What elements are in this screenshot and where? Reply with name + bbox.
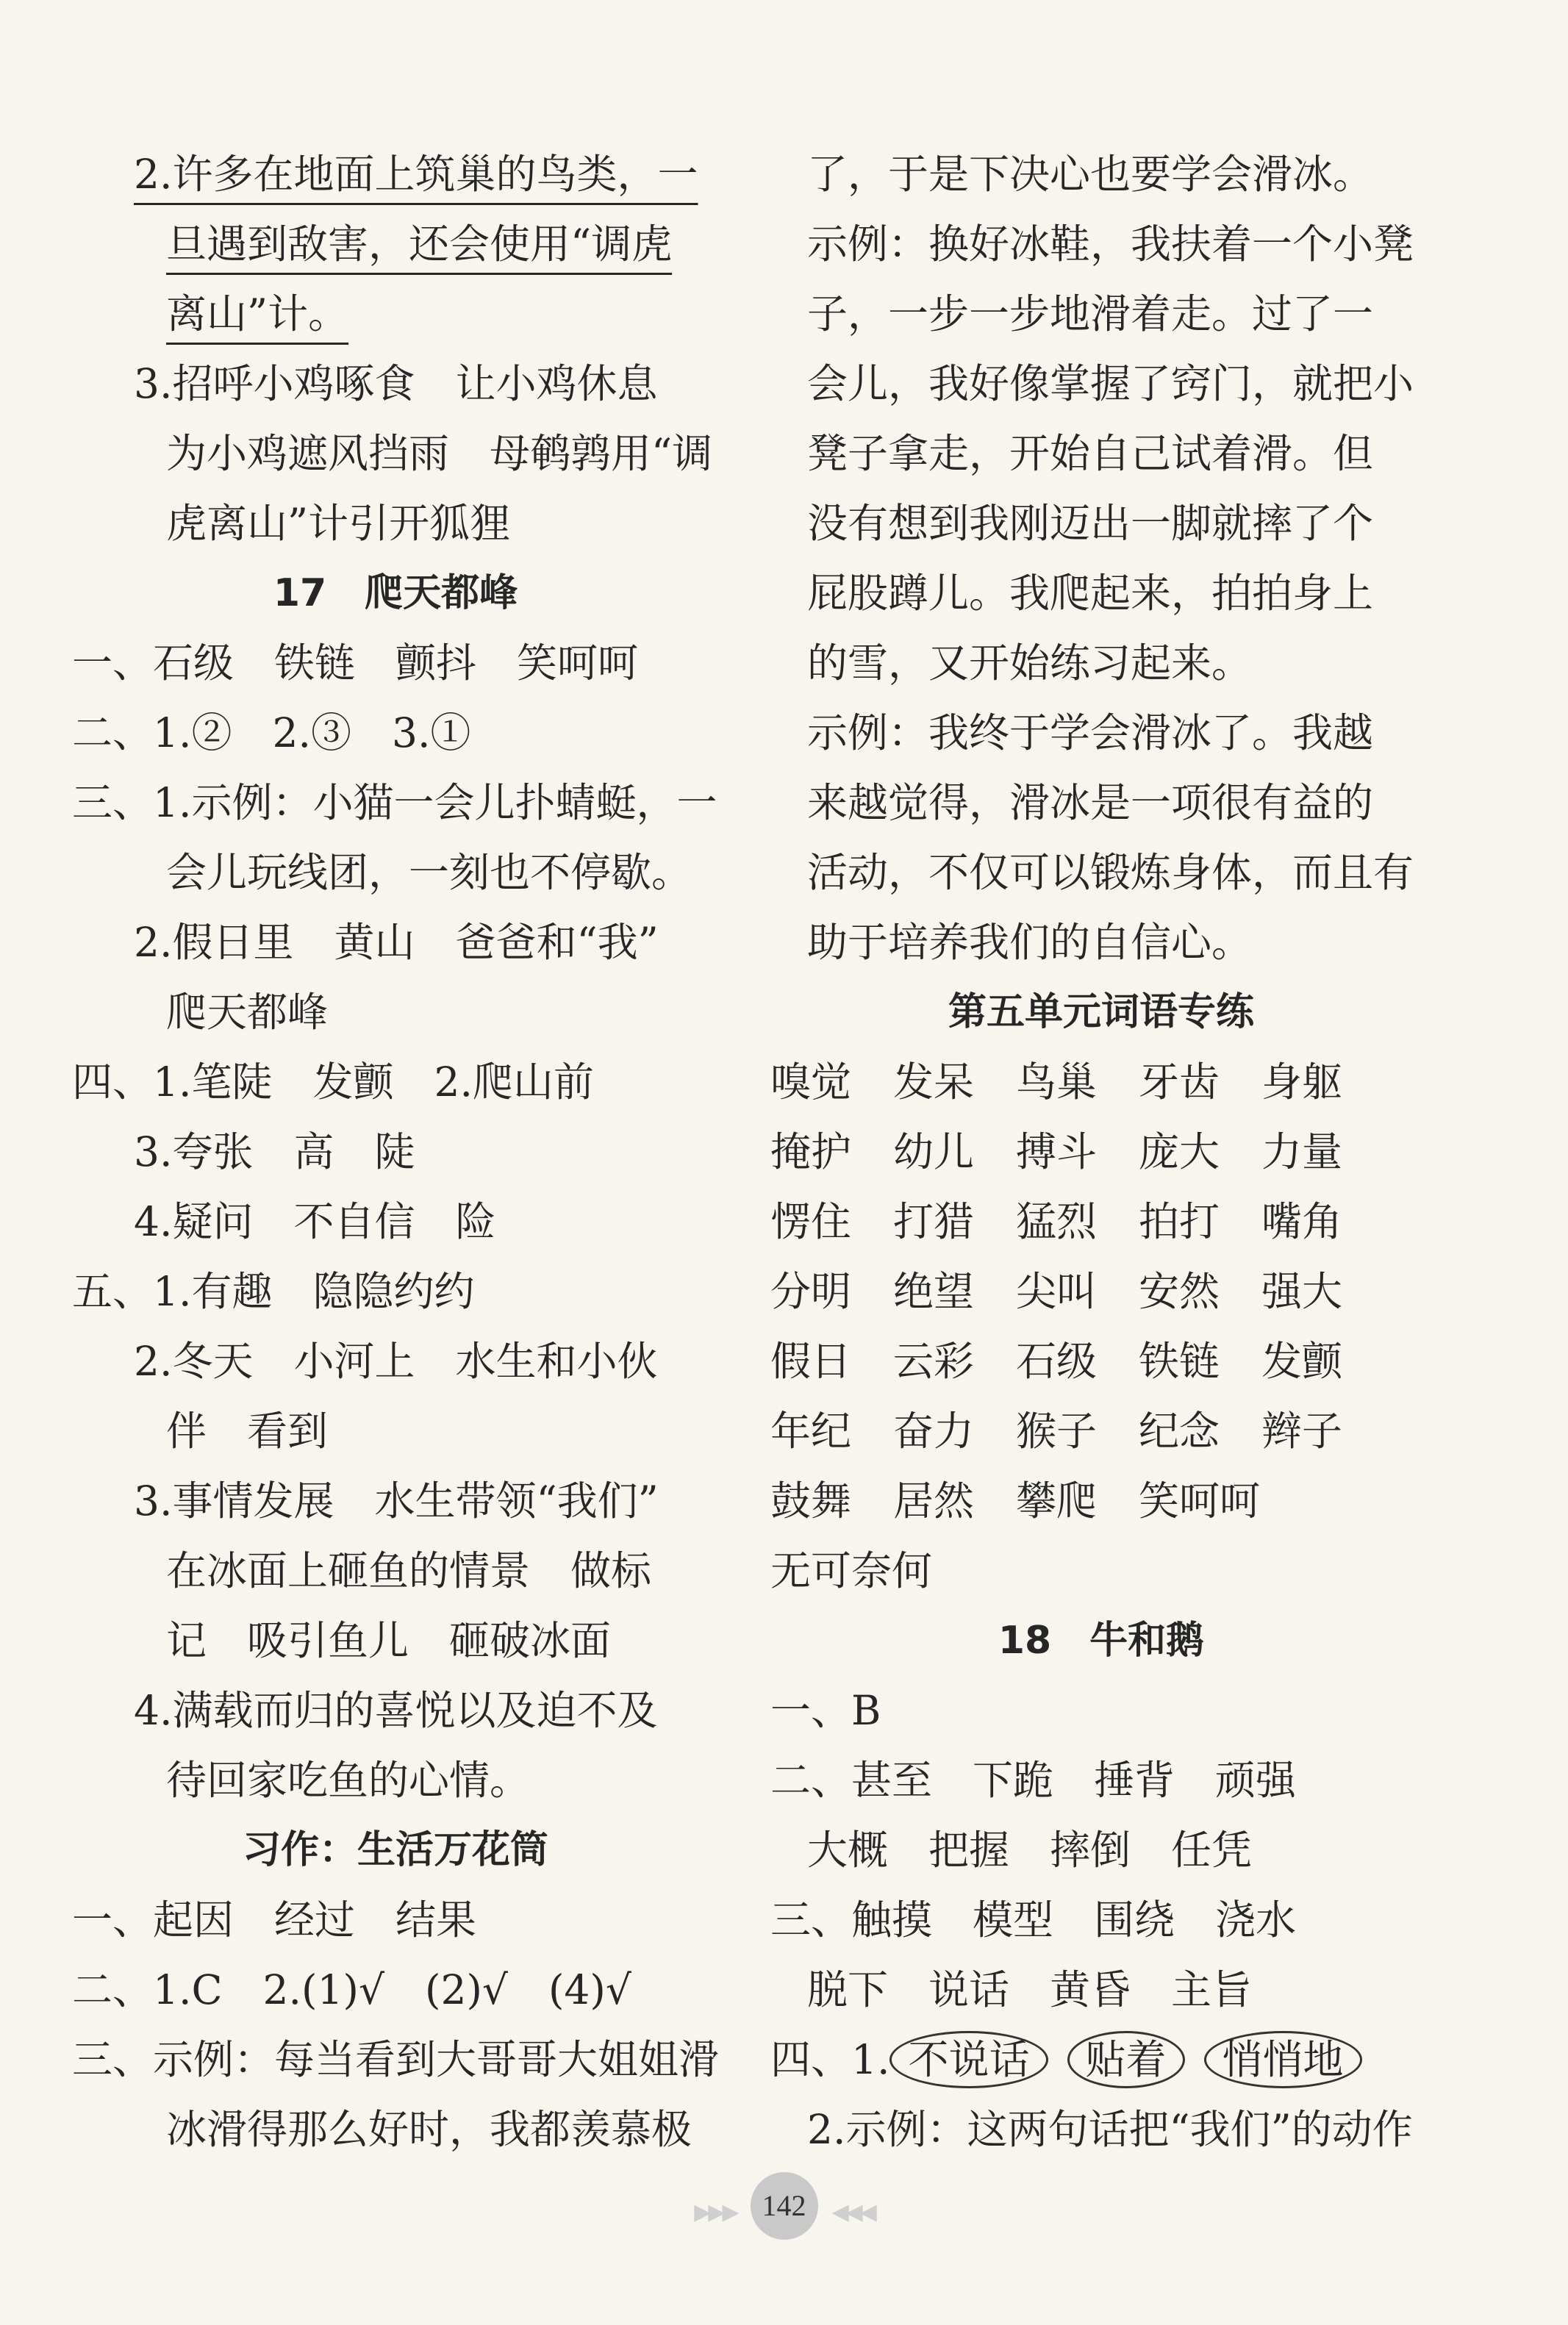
answer-line: [72, 419, 719, 489]
circled-word: 贴着: [1067, 2031, 1185, 2088]
page-footer: [0, 2172, 1568, 2240]
answer-line: 活动，不仅可以锻炼身体，而且有: [807, 849, 1414, 896]
answer-line: 示例：换好冰鞋，我扶着一个小凳: [807, 221, 1414, 268]
answer-text: 2.冬天 小河上 水生和小伙: [134, 1338, 658, 1385]
answer-line: [72, 768, 719, 838]
answer-text: 3.招呼小鸡啄食 让小鸡休息: [134, 360, 658, 407]
answer-line: 一、B: [770, 1687, 881, 1734]
answer-text: 3.事情发展 水生带领“我们”: [134, 1477, 659, 1525]
answer-text: 3.夸张 高 陡: [134, 1128, 415, 1175]
answer-text: 旦遇到敌害，还会使用“调虎: [166, 221, 673, 268]
answer-line: 大概 把握 摔倒 任凭: [807, 1827, 1253, 1874]
answer-line: 来越觉得，滑冰是一项很有益的: [807, 779, 1374, 826]
answer-line: 2.示例：这两句话把“我们”的动作: [807, 2106, 1413, 2153]
vocab-word: 嗅觉: [770, 1058, 852, 1106]
answer-text: 在冰面上砸鱼的情景 做标: [166, 1547, 652, 1594]
answer-line: [72, 628, 719, 698]
left-column: [72, 140, 719, 2165]
section-title: 习作：生活万花筒: [242, 1828, 548, 1872]
vocab-word: 搏斗: [1016, 1128, 1098, 1175]
vocab-word: 安然: [1139, 1268, 1220, 1315]
right-column: [770, 140, 1432, 2165]
answer-line: 的雪，又开始练习起来。: [807, 640, 1253, 687]
vocab-grid: [770, 1047, 1432, 1536]
arrow-right-icon: ▶▶▶: [694, 2199, 737, 2225]
vocab-word: 居然: [893, 1477, 975, 1525]
vocab-word: 笑呵呵: [1139, 1477, 1261, 1525]
vocab-word: 身躯: [1261, 1058, 1343, 1106]
answer-line: [72, 908, 719, 978]
answer-line: 二、甚至 下跪 捶背 顽强: [770, 1757, 1297, 1804]
answer-text: 三、示例：每当看到大哥哥大姐姐滑: [72, 2036, 720, 2083]
vocab-word: 发呆: [893, 1058, 975, 1106]
vocab-word: 鼓舞: [770, 1477, 852, 1525]
answer-line: [72, 698, 719, 768]
vocab-word: 云彩: [893, 1338, 975, 1385]
answer-text: 三、1.示例：小猫一会儿扑蜻蜓，一: [72, 779, 717, 826]
vocab-word: 猛烈: [1016, 1198, 1098, 1245]
vocab-word: 绝望: [893, 1268, 975, 1315]
answer-line: [72, 1955, 719, 2025]
vocab-word: 年纪: [770, 1408, 852, 1455]
answer-line: [72, 1257, 719, 1327]
vocab-word: 力量: [1261, 1128, 1343, 1175]
answer-line: 三、触摸 模型 围绕 浇水: [770, 1896, 1297, 1944]
answer-text: 一、起因 经过 结果: [72, 1896, 477, 1944]
answer-text: 离山”计。: [166, 290, 349, 337]
answer-text: 一、石级 铁链 颤抖 笑呵呵: [72, 640, 639, 687]
page-number: 142: [751, 2172, 818, 2240]
vocab-word: 铁链: [1139, 1338, 1220, 1385]
answer-line: [72, 209, 719, 279]
answer-line: 示例：我终于学会滑冰了。我越: [807, 709, 1374, 756]
answer-text: 虎离山”计引开狐狸: [166, 500, 511, 547]
vocab-word: 猴子: [1016, 1408, 1098, 1455]
answer-line: [72, 1466, 719, 1536]
answer-line: [72, 349, 719, 419]
answer-text: 五、1.有趣 隐隐约约: [72, 1268, 475, 1315]
vocab-word: 辫子: [1261, 1408, 1343, 1455]
vocab-word: 鸟巢: [1016, 1058, 1098, 1106]
answer-text: 2.假日里 黄山 爸爸和“我”: [134, 919, 659, 966]
answer-text: 爬天都峰: [166, 989, 329, 1036]
answer-line: [72, 489, 719, 559]
answer-text: 会儿玩线团，一刻也不停歇。: [166, 849, 692, 896]
answer-line: [72, 1746, 719, 1816]
vocab-word: 尖叫: [1016, 1268, 1098, 1315]
answer-text: 伴 看到: [166, 1408, 329, 1455]
answer-line: [72, 838, 719, 908]
answer-line: [72, 1047, 719, 1117]
vocab-word: 打猎: [893, 1198, 975, 1245]
answer-line: [72, 1187, 719, 1257]
answer-line: 凳子拿走，开始自己试着滑。但: [807, 430, 1374, 477]
section-title: 18 牛和鹅: [998, 1619, 1205, 1663]
answer-line: [72, 2095, 719, 2165]
question-number: 四、1.: [770, 2036, 890, 2083]
vocab-word: 拍打: [1139, 1198, 1220, 1245]
answer-text: 二、1.② 2.③ 3.①: [72, 709, 471, 756]
vocab-word: 幼儿: [893, 1128, 975, 1175]
answer-text: 为小鸡遮风挡雨 母鹌鹑用“调: [166, 430, 713, 477]
answer-line: 脱下 说话 黄昏 主旨: [807, 1966, 1253, 2013]
vocab-word: 无可奈何: [770, 1547, 933, 1594]
answer-line: [72, 1397, 719, 1466]
vocab-word: 强大: [1261, 1268, 1343, 1315]
section-title: 17 爬天都峰: [273, 571, 518, 615]
answer-line: 没有想到我刚迈出一脚就摔了个: [807, 500, 1374, 547]
answer-line: 会儿，我好像掌握了窍门，就把小: [807, 360, 1414, 407]
vocab-word: 假日: [770, 1338, 852, 1385]
answer-line: [72, 978, 719, 1047]
answer-text: 2.许多在地面上筑巢的鸟类，一: [134, 151, 698, 198]
vocab-word: 分明: [770, 1268, 852, 1315]
vocab-word: 奋力: [893, 1408, 975, 1455]
answer-line: [72, 1676, 719, 1746]
vocab-word: 愣住: [770, 1198, 852, 1245]
answer-text: 四、1.笔陡 发颤 2.爬山前: [72, 1058, 594, 1106]
answer-line: [72, 1606, 719, 1676]
arrow-left-icon: ◀◀◀: [831, 2199, 874, 2225]
vocab-word: 嘴角: [1261, 1198, 1343, 1245]
answer-line: [72, 2025, 719, 2095]
answer-line: [770, 2025, 1432, 2095]
answer-line: [72, 1885, 719, 1955]
answer-line: 屁股蹲儿。我爬起来，拍拍身上: [807, 570, 1374, 617]
answer-text: 4.疑问 不自信 险: [134, 1198, 496, 1245]
circled-word: 悄悄地: [1204, 2031, 1362, 2088]
answer-text: 4.满载而归的喜悦以及迫不及: [134, 1687, 658, 1734]
vocab-word: 庞大: [1139, 1128, 1220, 1175]
answer-text: 记 吸引鱼儿 砸破冰面: [166, 1617, 612, 1664]
circled-word: 不说话: [889, 2031, 1048, 2088]
vocab-word: 攀爬: [1016, 1477, 1098, 1525]
answer-text: 待回家吃鱼的心情。: [166, 1757, 531, 1804]
vocab-word: 发颤: [1261, 1338, 1343, 1385]
answer-line: [72, 1117, 719, 1187]
answer-line: 子，一步一步地滑着走。过了一: [807, 290, 1374, 337]
vocab-word: 牙齿: [1139, 1058, 1220, 1106]
answer-line: [72, 279, 719, 349]
vocab-word: 纪念: [1139, 1408, 1220, 1455]
answer-line: 了，于是下决心也要学会滑冰。: [807, 151, 1374, 198]
answer-line: [72, 140, 719, 209]
answer-line: [72, 1327, 719, 1397]
vocab-title: 第五单元词语专练: [948, 990, 1254, 1034]
answer-line: [72, 1536, 719, 1606]
answer-line: 助于培养我们的自信心。: [807, 919, 1253, 966]
answer-text: 冰滑得那么好时，我都羡慕极: [166, 2106, 692, 2153]
vocab-word: 石级: [1016, 1338, 1098, 1385]
vocab-word: 掩护: [770, 1128, 852, 1175]
answer-text: 二、1.C 2.(1)√ (2)√ (4)√: [72, 1966, 631, 2013]
